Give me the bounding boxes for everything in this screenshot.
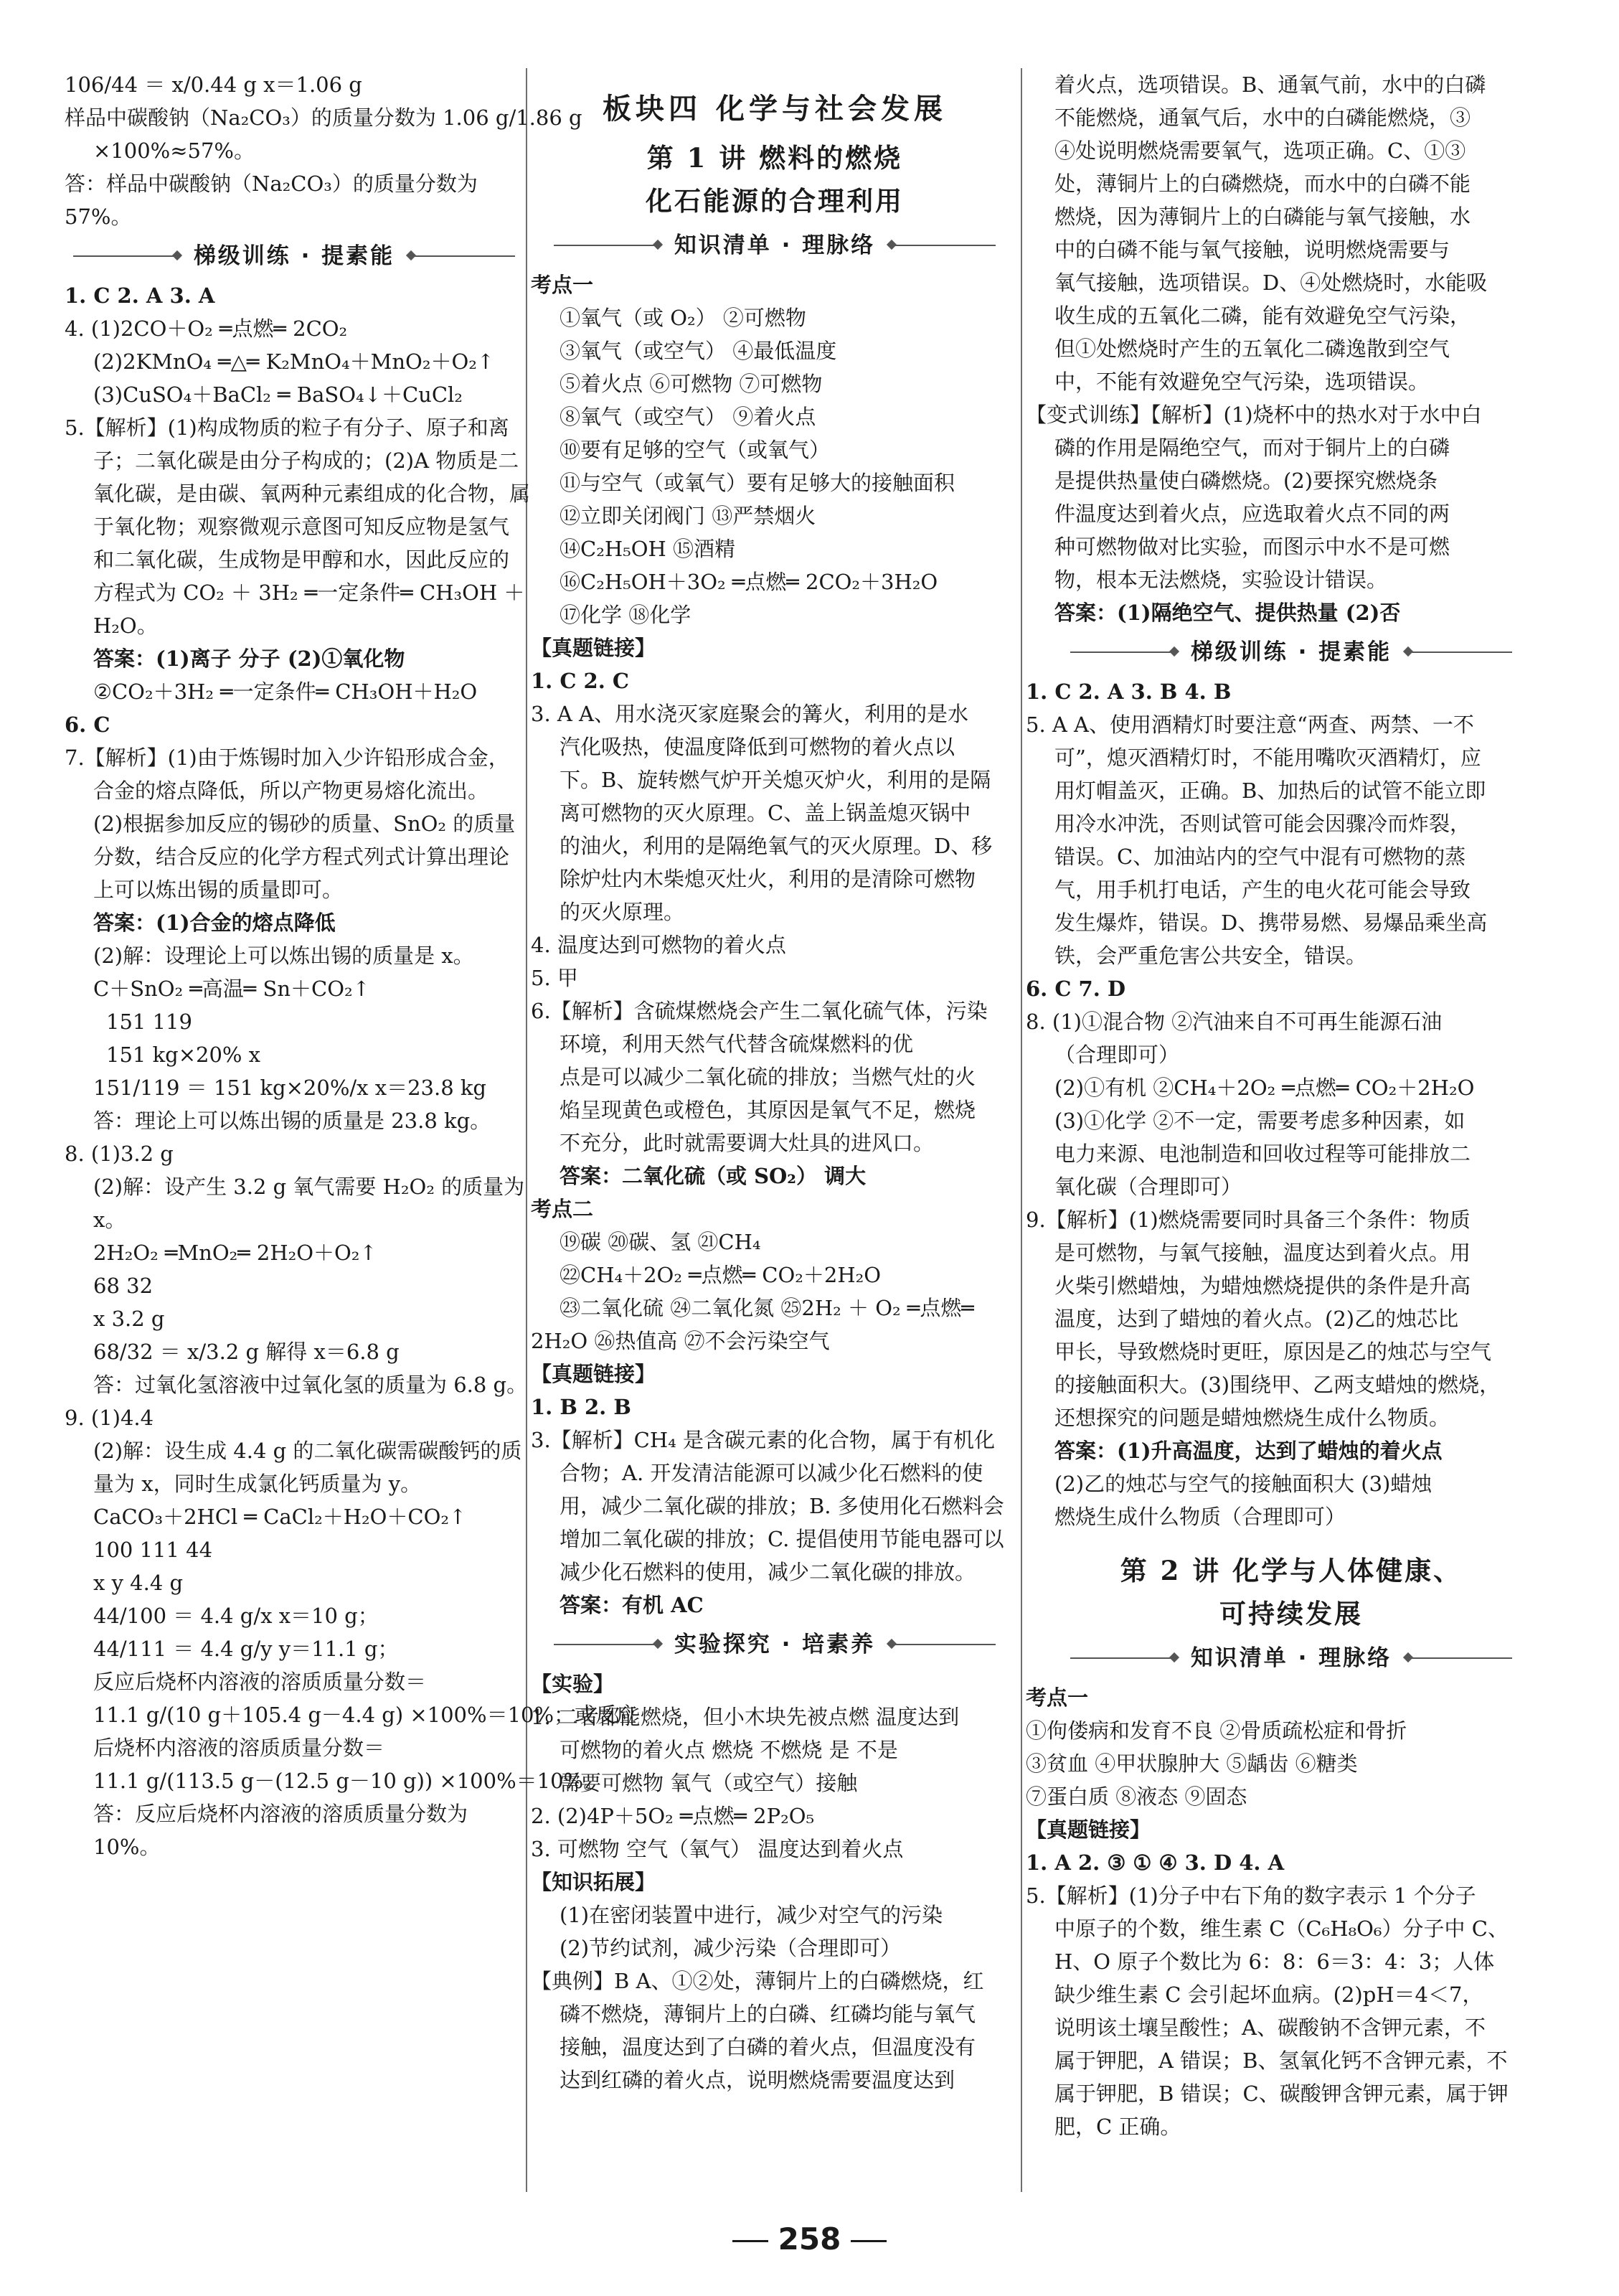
text-line: 合金的熔点降低，所以产物更易熔化流出。 (93, 778, 489, 803)
text-line: ×100%≈57%。 (93, 138, 255, 163)
text-line: 3.【解析】CH₄ 是含碳元素的化合物，属于有机化 (531, 1428, 995, 1452)
equation-line: 44/100 ＝ 4.4 g/x x＝10 g； (93, 1604, 379, 1628)
text-line: 接触，温度达到了白磷的着火点，但温度没有 (560, 2035, 976, 2059)
answer-line: 1. A 2. ③ ① ④ 3. D 4. A (1026, 1850, 1285, 1875)
text-line: 57%。 (65, 204, 132, 229)
text-line: 用灯帽盖灭，正确。B、加热后的试管不能立即 (1054, 778, 1486, 803)
text-line: 是可燃物，与氧气接触，温度达到着火点。用 (1054, 1241, 1471, 1265)
text-line: 需要可燃物 氧气（或空气）接触 (560, 1771, 858, 1795)
text-line: 属于钾肥，A 错误；B、氢氧化钙不含钾元素，不 (1054, 2048, 1508, 2073)
equation-line: x 3.2 g (93, 1307, 165, 1331)
text-line: 【典例】B A、①②处，薄铜片上的白磷燃烧，红 (531, 1969, 984, 1993)
subsection-label: 【知识拓展】 (531, 1870, 656, 1894)
text-line: 用冷水冲洗，否则试管可能会因骤冷而炸裂， (1054, 811, 1471, 836)
equation-line: CaCO₃＋2HCl ═ CaCl₂＋H₂O＋CO₂↑ (93, 1505, 467, 1529)
text-line: 还想探究的问题是蜡烛燃烧生成什么物质。 (1054, 1406, 1450, 1430)
text-line: 可燃物的着火点 燃烧 不燃烧 是 不是 (560, 1738, 898, 1762)
text-line: 处，薄铜片上的白磷燃烧，而水中的白磷不能 (1054, 171, 1471, 196)
text-line: 甲长，导致燃烧时更旺，原因是乙的烛芯与空气 (1054, 1340, 1492, 1364)
text-line: ⑤着火点 ⑥可燃物 ⑦可燃物 (560, 372, 823, 396)
equation-line: 2H₂O₂ ═MnO₂═ 2H₂O＋O₂↑ (93, 1241, 377, 1265)
text-line: 种可燃物做对比实验，而图示中水不是可燃 (1054, 535, 1450, 559)
text-line: 和二氧化碳，生成物是甲醇和水，因此反应的 (93, 547, 510, 572)
text-line: 答：过氧化氢溶液中过氧化氢的质量为 6.8 g。 (93, 1373, 528, 1397)
answer-line: 答案：(1)升高温度，达到了蜡烛的着火点 (1054, 1439, 1443, 1463)
equation-line: 4. (1)2CO＋O₂ ═点燃═ 2CO₂ (65, 316, 348, 341)
text-line: 收生成的五氧化二磷，能有效避免空气污染， (1054, 304, 1471, 328)
middle-block-b (531, 1667, 1019, 2097)
text-line: (2)乙的烛芯与空气的接触面积大 (3)蜡烛 (1054, 1472, 1432, 1496)
page-number-dash-left (732, 2240, 768, 2242)
text-line: ⑲碳 ⑳碳、氢 ㉑CH₄ (560, 1230, 761, 1254)
text-line: 6.【解析】含硫煤燃烧会产生二氧化硫气体，污染 (531, 999, 988, 1023)
answer-line: 1. C 2. A 3. A (65, 283, 215, 308)
subsection-label: 【实验】 (531, 1672, 615, 1696)
text-line: 中原子的个数，维生素 C（C₆H₈O₆）分子中 C、 (1054, 1916, 1509, 1941)
text-line: ⑰化学 ⑱化学 (560, 603, 692, 627)
equation-line: 68 32 (93, 1274, 154, 1298)
text-line: 除炉灶内木柴熄灭灶火，利用的是清除可燃物 (560, 867, 976, 891)
text-line: 燃烧，因为薄铜片上的白磷能与氧气接触，水 (1054, 204, 1471, 229)
text-line: 汽化吸热，使温度降低到可燃物的着火点以 (560, 735, 955, 759)
equation-line: C＋SnO₂ ═高温═ Sn＋CO₂↑ (93, 977, 370, 1001)
text-line: 7.【解析】(1)由于炼锡时加入少许铅形成合金， (65, 745, 509, 770)
lesson-subtitle: 化石能源的合理利用 (646, 185, 904, 217)
text-line: 肥，C 正确。 (1054, 2114, 1181, 2139)
column-divider-right (1021, 68, 1022, 2192)
text-line: 氧化碳，是由碳、氧两种元素组成的化合物，属 (93, 481, 531, 506)
text-line: 是提供热量使白磷燃烧。(2)要探究燃烧条 (1054, 469, 1438, 493)
answer-line: 答案：(1)合金的熔点降低 (93, 911, 336, 935)
text-line: ⑧氧气（或空气） ⑨着火点 (560, 405, 816, 429)
section-banner (65, 236, 524, 276)
subsection-label: 【真题链接】 (1026, 1817, 1151, 1842)
text-line: 物，根本无法燃烧，实验设计错误。 (1054, 568, 1388, 592)
text-line: 中，不能有效避免空气污染，选项错误。 (1054, 370, 1430, 394)
text-line: 3. 可燃物 空气（氧气） 温度达到着火点 (531, 1837, 904, 1861)
answer-line: 1. C 2. A 3. B 4. B (1026, 679, 1232, 704)
text-line: 子；二氧化碳是由分子构成的；(2)A 物质是二 (93, 448, 519, 473)
lesson-subtitle: 可持续发展 (1219, 1598, 1363, 1629)
text-line: 5. A A、使用酒精灯时要注意“两查、两禁、一不 (1026, 712, 1474, 737)
topic-label: 考点一 (531, 273, 594, 297)
topic-label: 考点二 (531, 1197, 594, 1221)
banner-ornament-left (554, 1639, 661, 1650)
answer-line: 答案：(1)隔绝空气、提供热量 (2)否 (1054, 601, 1401, 625)
equation-line: 151 kg×20% x (106, 1043, 261, 1067)
section-banner (531, 225, 1019, 265)
text-line: 的灭火原理。 (560, 900, 685, 924)
text-line: 发生爆炸，错误。D、携带易燃、易爆品乘坐高 (1054, 911, 1488, 935)
text-line: 106/44 ＝ x/0.44 g x＝1.06 g (65, 72, 362, 97)
subsection-label: 【真题链接】 (531, 636, 656, 660)
text-line: 减少化石燃料的使用，减少二氧化碳的排放。 (560, 1560, 976, 1584)
right-block-a (1026, 68, 1557, 629)
text-line: 的接触面积大。(3)围绕甲、乙两支蜡烛的燃烧， (1054, 1373, 1501, 1397)
answer-line: 1. C 2. C (531, 669, 629, 693)
text-line: 8. (1)3.2 g (65, 1142, 174, 1166)
text-line: 4. 温度达到可燃物的着火点 (531, 933, 786, 957)
text-line: 9.【解析】(1)燃烧需要同时具备三个条件：物质 (1026, 1208, 1471, 1232)
answer-line: 1. B 2. B (531, 1395, 631, 1419)
text-line: 答：反应后烧杯内溶液的溶质质量分数为 (93, 1802, 468, 1826)
left-block-a (65, 68, 582, 233)
text-line: 上可以炼出锡的质量即可。 (93, 878, 344, 902)
text-line: 着火点，选项错误。B、通氧气前，水中的白磷 (1054, 72, 1486, 97)
answer-line: 6. C 7. D (1026, 977, 1126, 1001)
equation-line: 2. (2)4P＋5O₂ ═点燃═ 2P₂O₅ (531, 1804, 815, 1828)
equation-line: ②CO₂＋3H₂ ═一定条件═ CH₃OH＋H₂O (93, 679, 478, 704)
text-line: 方程式为 CO₂ ＋ 3H₂ ═一定条件═ CH₃OH ＋ (93, 580, 525, 605)
text-line: 点是可以减少二氧化硫的排放；当燃气灶的火 (560, 1065, 976, 1089)
text-line: 3. A A、用水浇灭家庭聚会的篝火，利用的是水 (531, 702, 968, 726)
text-line: 【变式训练】【解析】(1)烧杯中的热水对于水中白 (1026, 403, 1482, 427)
text-line: 后烧杯内溶液的溶质质量分数＝ (93, 1736, 385, 1760)
text-line: 磷的作用是隔绝空气，而对于铜片上的白磷 (1054, 436, 1450, 460)
text-line: 合物；A. 开发清洁能源可以减少化石燃料的使 (560, 1461, 983, 1485)
text-line: 铁，会严重危害公共安全，错误。 (1054, 944, 1367, 968)
text-line: 答：样品中碳酸钠（Na₂CO₃）的质量分数为 (65, 171, 478, 196)
text-line: (2)根据参加反应的锡砂的质量、SnO₂ 的质量 (93, 811, 516, 836)
section-title: 板块四 化学与社会发展 (603, 92, 947, 126)
text-line: 8. (1)①混合物 ②汽油来自不可再生能源石油 (1026, 1010, 1443, 1034)
middle-block-a (531, 268, 1019, 1622)
text-line: (2)解：设产生 3.2 g 氧气需要 H₂O₂ 的质量为 (93, 1175, 525, 1199)
text-line: 中的白磷不能与氧气接触，说明燃烧需要与 (1054, 237, 1450, 262)
text-line: ⑫立即关闭阀门 ⑬严禁烟火 (560, 504, 816, 528)
answer-line: 答案：(1)离子 分子 (2)①氧化物 (93, 646, 405, 671)
text-line: 9. (1)4.4 (65, 1406, 154, 1430)
text-line: 不充分，此时就需要调大灶具的进风口。 (560, 1131, 935, 1155)
column-divider-left (526, 68, 527, 2192)
text-line: 5. 甲 (531, 966, 578, 990)
banner-title: 实验探究 · 培素养 (674, 1632, 876, 1657)
banner-ornament-right (407, 250, 515, 262)
text-line: ③贫血 ④甲状腺肿大 ⑤龋齿 ⑥糖类 (1026, 1751, 1358, 1776)
text-line: 磷不燃烧，薄铜片上的白磷、红磷均能与氧气 (560, 2002, 976, 2026)
banner-title: 梯级训练 · 提素能 (1190, 639, 1392, 665)
section-banner (531, 1624, 1019, 1665)
equation-line: (2)2KMnO₄ ═△═ K₂MnO₄＋MnO₂＋O₂↑ (93, 349, 495, 374)
topic-label: 考点一 (1026, 1685, 1089, 1710)
lesson-title: 第 2 讲 化学与人体健康、 (1120, 1555, 1463, 1586)
text-line: H₂O。 (93, 613, 158, 638)
equation-line: x y 4.4 g (93, 1571, 184, 1595)
text-line: 用，减少二氧化碳的排放；B. 多使用化石燃料会 (560, 1494, 1004, 1518)
subsection-label: 【真题链接】 (531, 1362, 656, 1386)
text-line: 的油火，利用的是隔绝氧气的灭火原理。D、移 (560, 834, 993, 858)
text-line: 件温度达到着火点，应选取着火点不同的两 (1054, 502, 1450, 526)
text-line: 1. 二者都能燃烧，但小木块先被点燃 温度达到 (531, 1705, 960, 1729)
page-number (0, 2221, 1619, 2257)
text-line: 缺少维生素 C 会引起坏血病。(2)pH＝4＜7， (1054, 1982, 1483, 2007)
banner-ornament-left (554, 240, 661, 251)
text-line: (2)节约试剂，减少污染（合理即可） (560, 1936, 902, 1960)
text-line: 但①处燃烧时产生的五氧化二磷逸散到空气 (1054, 337, 1450, 361)
text-line: ④处说明燃烧需要氧气，选项正确。C、①③ (1054, 138, 1466, 163)
page-number-dash-right (851, 2240, 887, 2242)
text-line: 属于钾肥，B 错误；C、碳酸钾含钾元素，属于钾 (1054, 2081, 1509, 2106)
lesson-title: 第 1 讲 燃料的燃烧 (646, 142, 903, 174)
text-line: 量为 x，同时生成氯化钙质量为 y。 (93, 1472, 422, 1496)
banner-ornament-right (1405, 1652, 1512, 1664)
text-line: (2)解：设生成 4.4 g 的二氧化碳需碳酸钙的质 (93, 1439, 522, 1463)
equation-line: 11.1 g/(10 g＋105.4 g－4.4 g) ×100%＝10%；或反应 (93, 1703, 638, 1727)
answer-line: 6. C (65, 712, 110, 737)
text-line: 可”，熄灭酒精灯时，不能用嘴吹灭酒精灯，应 (1054, 745, 1481, 770)
banner-ornament-left (1070, 646, 1178, 658)
text-line: 氧化碳（合理即可） (1054, 1175, 1242, 1199)
text-line: 燃烧生成什么物质（合理即可） (1054, 1505, 1346, 1529)
text-line: 说明该土壤呈酸性；A、碳酸钠不含钾元素，不 (1054, 2015, 1486, 2040)
page-number-value: 258 (778, 2221, 841, 2257)
text-line: ⑪与空气（或氧气）要有足够大的接触面积 (560, 471, 955, 495)
equation-line: 151 119 (106, 1010, 192, 1034)
text-line: 答：理论上可以炼出锡的质量是 23.8 kg。 (93, 1109, 491, 1133)
section-banner (1026, 1638, 1557, 1678)
text-line: 不能燃烧，通氧气后，水中的白磷能燃烧，③ (1054, 105, 1471, 130)
answer-line: 答案：二氧化硫（或 SO₂） 调大 (560, 1164, 867, 1188)
text-line: 2H₂O ㉖热值高 ㉗不会污染空气 (531, 1329, 830, 1353)
banner-title: 知识清单 · 理脉络 (674, 232, 876, 258)
text-line: 焰呈现黄色或橙色，其原因是氧气不足，燃烧 (560, 1098, 976, 1122)
text-line: 分数，结合反应的化学方程式列式计算出理论 (93, 844, 510, 869)
text-line: 样品中碳酸钠（Na₂CO₃）的质量分数为 1.06 g/1.86 g (65, 105, 582, 130)
banner-title: 梯级训练 · 提素能 (193, 243, 395, 269)
text-line: 环境，利用天然气代替含硫煤燃料的优 (560, 1032, 914, 1056)
equation-line: ㉒CH₄＋2O₂ ═点燃═ CO₂＋2H₂O (560, 1263, 882, 1287)
equation-line: 44/111 ＝ 4.4 g/y y＝11.1 g； (93, 1637, 399, 1661)
answer-line: 答案：有机 AC (560, 1593, 704, 1617)
banner-ornament-left (73, 250, 181, 262)
equation-line: ㉓二氧化硫 ㉔二氧化氮 ㉕2H₂ ＋ O₂ ═点燃═ (560, 1296, 974, 1320)
text-line: ⑩要有足够的空气（或氧气） (560, 438, 831, 462)
text-line: 反应后烧杯内溶液的溶质质量分数＝ (93, 1670, 427, 1694)
text-line: 离可燃物的灭火原理。C、盖上锅盖熄灭锅中 (560, 801, 971, 825)
middle-column (531, 86, 1019, 2097)
text-line: 增加二氧化碳的排放；C. 提倡使用节能电器可以 (560, 1527, 1004, 1551)
equation-line: (3)CuSO₄＋BaCl₂ ═ BaSO₄↓＋CuCl₂ (93, 382, 463, 407)
banner-title: 知识清单 · 理脉络 (1190, 1645, 1392, 1671)
text-line: ①氧气（或 O₂） ②可燃物 (560, 306, 806, 330)
banner-ornament-left (1070, 1652, 1178, 1664)
equation-line: 68/32 ＝ x/3.2 g 解得 x＝6.8 g (93, 1340, 400, 1364)
text-line: 火柴引燃蜡烛，为蜡烛燃烧提供的条件是升高 (1054, 1274, 1471, 1298)
text-line: (3)①化学 ②不一定，需要考虑多种因素，如 (1054, 1109, 1465, 1133)
banner-ornament-right (888, 1639, 996, 1650)
text-line: H、O 原子个数比为 6：8：6＝3：4：3；人体 (1054, 1949, 1495, 1974)
text-line: 氧气接触，选项错误。D、④处燃烧时，水能吸 (1054, 270, 1488, 295)
right-block-b (1026, 675, 1557, 1533)
text-line: ③氧气（或空气） ④最低温度 (560, 339, 837, 363)
right-block-c (1026, 1681, 1557, 2143)
banner-ornament-right (888, 240, 996, 251)
text-line: ⑭C₂H₅OH ⑮酒精 (560, 537, 736, 561)
text-line: （合理即可） (1054, 1043, 1180, 1067)
equation-line: 11.1 g/(113.5 g－(12.5 g－10 g)) ×100%＝10%。 (93, 1769, 605, 1793)
text-line: 温度，达到了蜡烛的着火点。(2)乙的烛芯比 (1054, 1307, 1459, 1331)
equation-line: 100 111 44 (93, 1538, 213, 1562)
text-line: 气，用手机打电话，产生的电火花可能会导致 (1054, 878, 1471, 902)
equation-line: ⑯C₂H₅OH＋3O₂ ═点燃═ 2CO₂＋3H₂O (560, 570, 938, 594)
text-line: 电力来源、电池制造和回收过程等可能排放二 (1054, 1142, 1471, 1166)
text-line: 达到红磷的着火点，说明燃烧需要温度达到 (560, 2068, 955, 2092)
text-line: 错误。C、加油站内的空气中混有可燃物的蒸 (1054, 844, 1466, 869)
section-banner (1026, 632, 1557, 672)
equation-line: (2)①有机 ②CH₄＋2O₂ ═点燃═ CO₂＋2H₂O (1054, 1076, 1475, 1100)
text-line: 5.【解析】(1)分子中右下角的数字表示 1 个分子 (1026, 1883, 1476, 1908)
banner-ornament-right (1405, 646, 1512, 658)
text-line: ①佝偻病和发育不良 ②骨质疏松症和骨折 (1026, 1718, 1407, 1743)
right-column (1026, 68, 1557, 2143)
text-line: x。 (93, 1208, 126, 1232)
text-line: 于氧化物；观察微观示意图可知反应物是氢气 (93, 514, 510, 539)
text-line: 10%。 (93, 1835, 161, 1859)
equation-line: 151/119 ＝ 151 kg×20%/x x＝23.8 kg (93, 1076, 486, 1100)
text-line: 5.【解析】(1)构成物质的粒子有分子、原子和离 (65, 415, 509, 440)
text-line: (1)在密闭装置中进行，减少对空气的污染 (560, 1903, 943, 1927)
text-line: 下。B、旋转燃气炉开关熄灭炉火，利用的是隔 (560, 768, 991, 792)
text-line: (2)解：设理论上可以炼出锡的质量是 x。 (93, 944, 474, 968)
text-line: ⑦蛋白质 ⑧液态 ⑨固态 (1026, 1784, 1247, 1809)
